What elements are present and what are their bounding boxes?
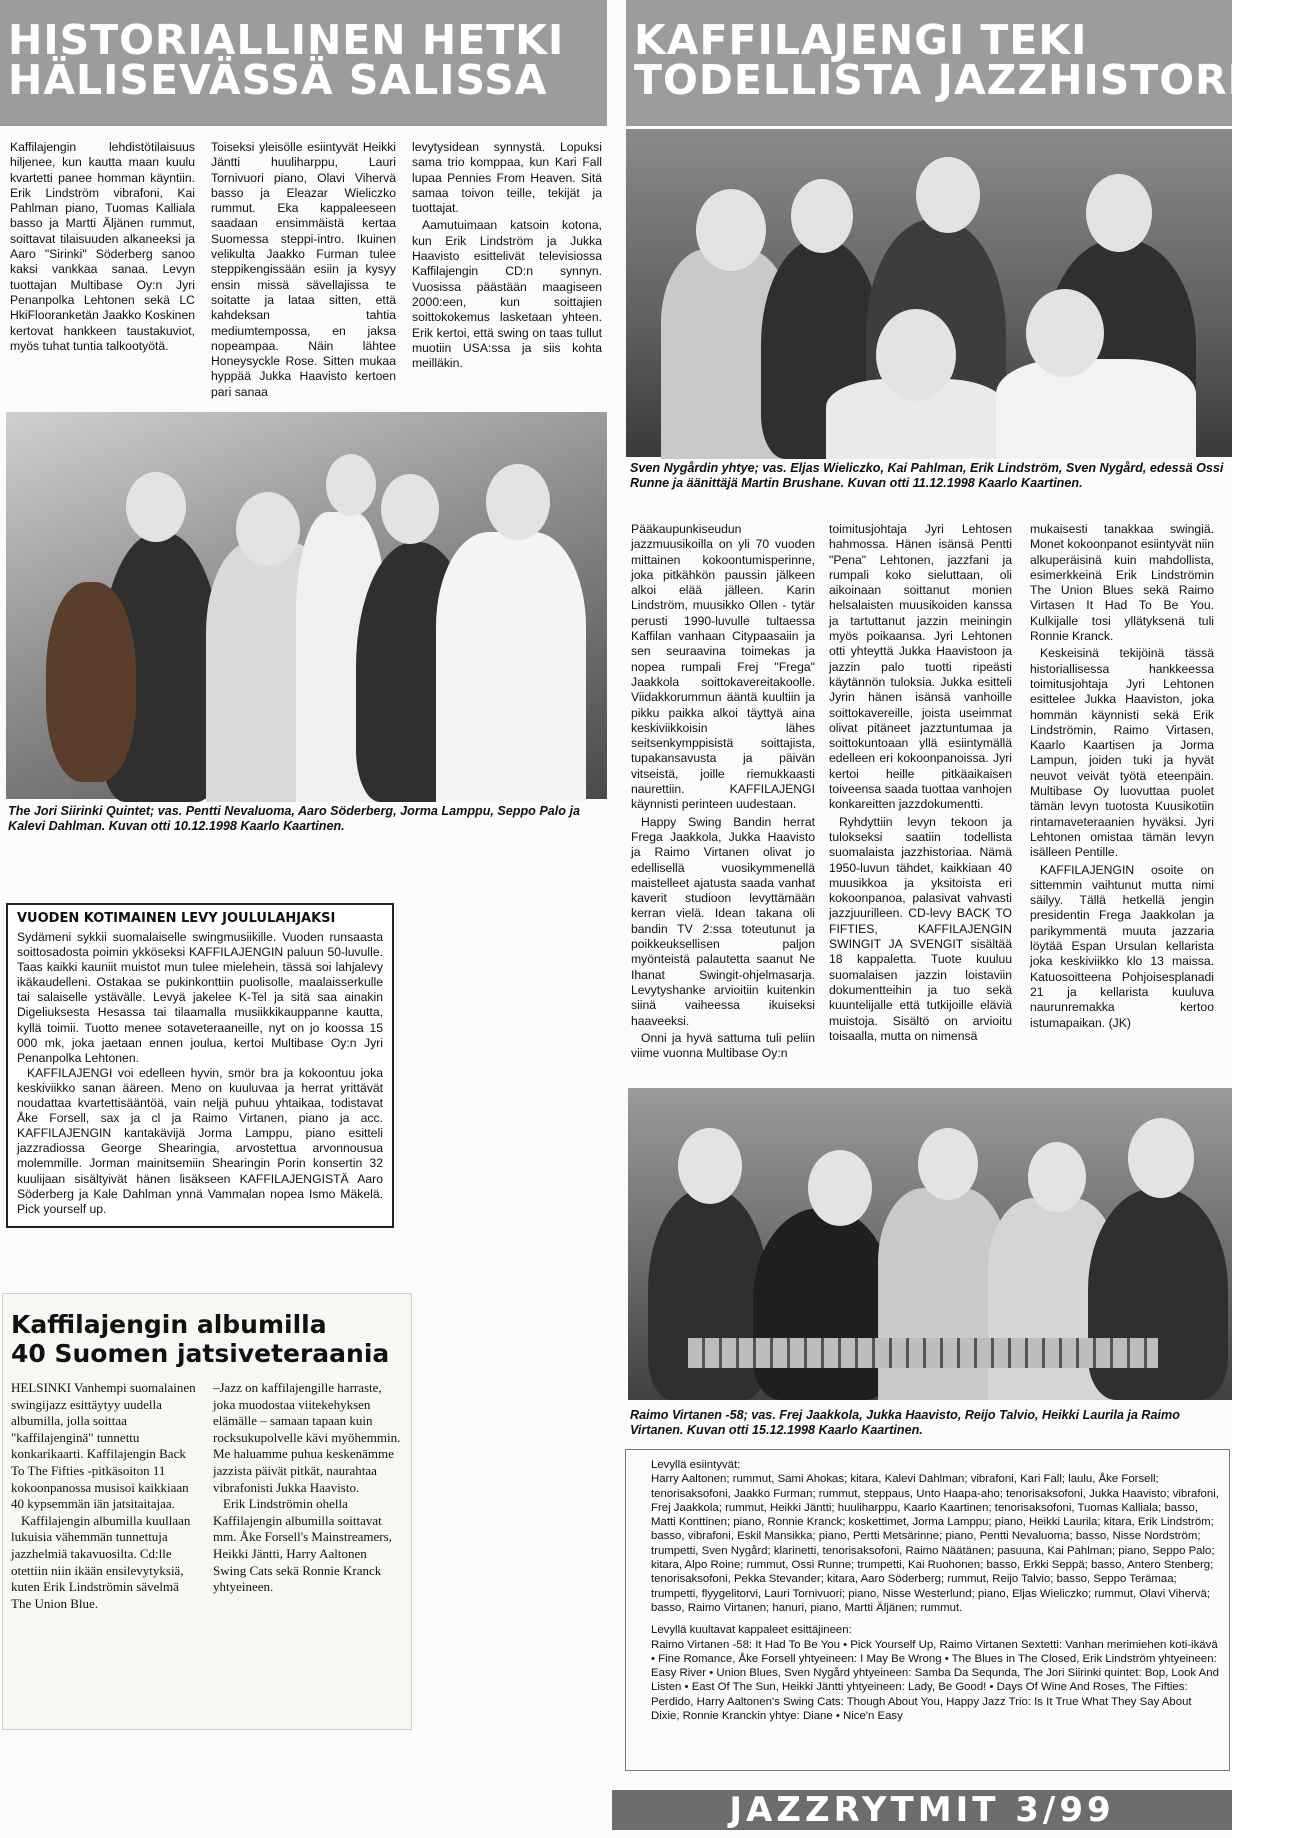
musician-face [791, 179, 853, 253]
review-box-title: VUODEN KOTIMAINEN LEVY JOULULAHJAKSI [17, 911, 336, 926]
paragraph: Kaffilajengin lehdistötilaisuus hiljenee, kun kautta maan kuulu kvartetti panee homman käyntiin. Erik Lindström vibrafoni, Kai Pahlman piano, Tuomas Kalliala basso ja Martti Äljänen rummut, soittavat tilaisuuden alkaneeksi ja Aaro "Sirinki" Söderberg sanoo kaksi vankkaa sanaa. Levyn tuottajan Multibase Oy:n Jyri Penanpolka Lehtonen sekä LC HkiFlooranketän Jaakko Koskinen kertovat hankkeen taustakuviot, myös tuhat tuntia talkootyötä. [10, 140, 195, 353]
musician-face [1128, 1118, 1194, 1198]
clipping-headline [11, 1310, 406, 1368]
virtanen-band-photo-caption: Raimo Virtanen -58; vas. Frej Jaakkola, Jukka Haavisto, Reijo Talvio, Heikki Laurila ja Raimo Virtanen. Kuvan otti 15.12.1998 Kaarlo Kaartinen. [630, 1408, 1180, 1437]
quintet-photo-caption: The Jori Siirinki Quintet; vas. Pentti Nevaluoma, Aaro Söderberg, Jorma Lamppu, Seppo Palo ja Kalevi Dahlman. Kuvan otti 10.12.1998 Kaarlo Kaartinen. [8, 804, 580, 833]
musician-face [876, 309, 956, 401]
tracks-list: Raimo Virtanen -58: It Had To Be You • Pick Yourself Up, Raimo Virtanen Sextetti: Vanhan merimiehen koti-ikävä • Fine Romance, Åke Forsell yhtyeineen: I May Be Wrong • The Blues in The Closed, Erik Lindström yhtyeineen: Easy River • Union Blues, Sven Nygård yhtyeineen: Samba Da Sequnda, The Jori Siirinki quintet: Bop, Look And Listen • East Of The Sun, Heikki Jäntti yhtyeineen: Lady, Be Good! • Days Of Wine And Roses, The Fifties: Perdido, Harry Aaltonen's Swing Cats: Though About You, Happy Jazz Trio: Is It True What They Say About Dixie, Ronnie Kranckin yhtye: Diane • Nice'n Easy [651, 1638, 1219, 1723]
clipping-column-2 [213, 1380, 403, 1596]
paragraph: Sydämeni sykkii suomalaiselle swingmusiikille. Vuoden runsaasta soittosadosta poimin ykköseksi KAFFILAJENGIN paluun 50-luvulle. Taas kaikki kauniit muistot mun tulee mielehein, tässä soi lahjalevy ikäkaudelleni. Ostakaa se pukinkonttiin puolisolle, maalaisserkulle tai salaiselle ystävälle. Levyä jakelee K-Tel ja sitä saa ainakin Digeliuksesta Hesassa tai tilaamalla musiikkikauppanne kautta, kyllä toimii. Tuotto menee sotaveteraaneille, nyt on jo koossa 15 000 mk, joka jaetaan ennen joulua, kertoi Multibase Oy:n Jyri Penanpolka Lehtonen. [17, 930, 383, 1065]
musician-figure [648, 1188, 768, 1400]
credits-box [625, 1449, 1230, 1771]
nygard-band-photo [626, 129, 1232, 457]
paragraph: Onni ja hyvä sattuma tuli peliin viime vuonna Multibase Oy:n [631, 1030, 815, 1061]
paragraph: Ryhdyttiin levyn tekoon ja tulokseksi saatiin todellista suomalaista jazzhistoriaa. Nämä 1950-luvun tähdet, kaikkiaan 40 muusikkoa ja yksitoista eri kokoonpanoa, palasivat vahvasti jazzjuurilleen. CD-levy BACK TO FIFTIES, KAFFILAJENGIN SWINGIT JA SVENGIT sisältää 18 kappaletta. Tuote kuuluu suomalaisen jazzin loistaviin dokumentteihin ja tuo sekä kuuntelijalle että tutkijoille eläviä muistoja. Sisältö on arvioitu toisaalla, mutta on nimensä [829, 814, 1012, 1043]
musician-figure [436, 532, 586, 802]
paragraph: KAFFILAJENGI voi edelleen hyvin, smör bra ja kokoontuu joka keskiviikko sanan ääreen. Meno on kuuluvaa ja herrat yrittävät noudattaa kvartettisääntöä, vain neljä puhuu yhtaikaa, todistavat Åke Forsell, sax ja cl ja Raimo Virtanen, piano ja acc. KAFFILAJENGIN kantakävijä Jorma Lamppu, piano esitteli jazzradiossa George Shearingia, arvostettua arvonnousua molemmille. Jorman mainitsemiin Shearingin Porin konsertin 32 kuulijaan sisältyivät hänen lisäkseen KAFFILAJENGISTÄ Aaro Söderberg ja Kale Dahlman ynnä Vammalan nopea Ismo Mäkelä. Pick yourself up. [17, 1065, 383, 1216]
left-headline [0, 0, 607, 126]
paragraph: levytysidean synnystä. Lopuksi sama trio komppaa, kun Kari Fall lupaa Pennies From Heaven. Sitä samaa toivon teille, tekijät ja tuottajat. [412, 140, 602, 216]
paragraph: Kaffilajengin albumilla kuullaan lukuisia vähemmän tunnettuja jazzhelmiä takavuosilta. Cd:lle otettiin niin ikään ensilevytyksiä, kuten Erik Lindströmin sävelmä The Union Blue. [11, 1512, 191, 1611]
musician-face [1028, 1142, 1086, 1212]
right-headline [626, 0, 1309, 126]
right-article-column-3 [1030, 522, 1214, 1088]
tracks-heading: Levyllä kuultavat kappaleet esittäjineen: [651, 1624, 852, 1637]
left-article-column-3 [412, 140, 602, 402]
paragraph: Keskeisinä tekijöinä tässä historiallisessa hankkeessa toimitusjohtaja Jyri Lehtonen esittelee Jukka Haaviston, joka hommän käynnisti sekä Erik Lindströmin, Raimo Virtasen, Kaarlo Kaartisen ja Jorma Lampun, joiden tuki ja hyvät neuvot veivät työtä eteenpäin. Multibase Oy luovuttaa puolet tämän levyn tuotosta Kuusikotiin rintamaveteraanien hyväksi. Jyri Lehtonen omistaa tämän levyn isälleen Pentille. [1030, 646, 1214, 860]
review-box-text [17, 930, 383, 1217]
musician-face [918, 1128, 978, 1200]
paragraph: KAFFILAJENGIN osoite on sittemmin vaihtunut mutta nimi säilyy. Tällä hetkellä jengin presidentin Frega Jaakkolan ja parikymmentä muuta jazzaria löytää Espan Ursulan kellarista joka keskiviikko klo 13 maissa. Katuosoitteena Pohjoisesplanadi 21 ja kellarista kuuluva naurunremakka kertoo istumapaikan. (JK) [1030, 862, 1214, 1030]
paragraph: Erik Lindströmin ohella Kaffilajengin albumilla soittavat mm. Åke Forsell's Mainstreamers, Heikki Jäntti, Harry Aaltonen Swing Cats sekä Ronnie Kranck yhtyeineen. [213, 1496, 392, 1595]
musician-face [326, 454, 376, 516]
musician-face [126, 472, 186, 542]
performers-heading: Levyllä esiintyvät: [651, 1459, 741, 1471]
clipping-column-1 [11, 1380, 201, 1612]
musician-face [696, 189, 766, 271]
right-article-column-1 [631, 522, 815, 1088]
musician-face [808, 1150, 872, 1226]
clipping-headline-line-1: Kaffilajengin albumilla [11, 1310, 327, 1339]
review-box [6, 903, 394, 1228]
musician-face [1086, 174, 1152, 252]
left-headline-line-1: HISTORIALLINEN HETKI [8, 16, 565, 64]
musician-figure [996, 359, 1196, 459]
vibraphone-icon [688, 1338, 1158, 1368]
paragraph: Toiseksi yleisölle esiintyvät Heikki Jäntti huuliharppu, Lauri Tornivuori piano, Olavi Vihervä basso ja Eleazar Wieliczko rummut. Eka kappaleeseen saadaan ensimmäistä kertaa Suomessa steppi-intro. Ikuinen velikulta Jaakko Furman tulee steppikengissään esiin ja kysyy ensin missä sävellajissa te soitatte ja lataa sitten, että kahdeksan tahtia mediumtempossa, en jaksa nopeampaa. Näin lähtee Honeysyckle Rose. Sitten mukaa hyppää Jukka Haavisto kertoen pari sanaa [211, 140, 396, 399]
nygard-band-photo-caption: Sven Nygårdin yhtye; vas. Eljas Wieliczko, Kai Pahlman, Erik Lindström, Sven Nygård, edessä Ossi Runne ja äänittäjä Martin Brushane. Kuvan otti 11.12.1998 Kaarlo Kaartinen. [630, 461, 1224, 490]
left-headline-line-2: HÄLISEVÄSSÄ SALISSA [8, 56, 548, 104]
paragraph: Pääkaupunkiseudun jazzmuusikoilla on yli 70 vuoden mittainen kokoontumisperinne, joka pitkähkön paussin jälkeen alkoi elää jälleen. Karin Lindström, muusikko Ollen - tytär perusti 1990-luvulle tultaessa Kaffilan vanhaan Citypaasaiin ja sen seuraavina toimekas ja nopea rumpali Frej "Frega" Jaakkola soittokavereitakoolle. Viidakkorummun ääntä kuultiin ja pikku paikka alkoi täyttyä aina keskiviikkoisin lähes seitsenkymppisistä soittajista, tupakansavusta ja päivän vitseistä, joille riemukkaasti naurettiin. KAFFILAJENGI käynnisti perinteen uudestaan. [631, 522, 815, 812]
credits-text [651, 1458, 1219, 1723]
musician-figure [753, 1208, 893, 1400]
musician-face [1026, 289, 1104, 377]
newspaper-clipping [2, 1293, 412, 1730]
paragraph: Happy Swing Bandin herrat Frega Jaakkola, Jukka Haavisto ja Raimo Virtanen olivat jo edellisellä vuosikymmenellä maistelleet ajatusta saada vanhat kaverit studioon levyttämään kerran vielä. Idean takana oli bandin TV 2:ssa toteutunut ja poikkeuksellisen paljon myönteistä palautetta saanut Ne Ihanat Swingit-ohjelmasarja. Levytyshanke arvioitiin kuitenkin siinä vaiheessa ikuiseksi haaveeksi. [631, 814, 815, 1028]
paragraph: toimitusjohtaja Jyri Lehtosen hahmossa. Hänen isänsä Pentti "Pena" Lehtonen, jazzfani ja rumpali koko sieluttaan, oli aikoinaan soittanut monien helsalaisten muusikoiden kanssa ja tartuttanut jazzin meiningin myös poikaansa. Jyri Lehtonen otti yhteyttä Jukka Haavistoon ja jazzin palo tuotti ripeästi käytännön tuloksia. Jukka esitteli Jyrin hänen isänsä vanhoille soittokavereille, joista useimmat olivat pitäneet jazztuntumaa ja soittokuntoaan yllä esiintymällä edelleen eri kokoonpanoissa. Jyri kertoi heille pitkäaikaisen toiveensa saada tuottaa vanhojen konkareitten jazzdokumentti. [829, 522, 1012, 812]
paragraph: HELSINKI Vanhempi suomalainen swingijazz esittäytyy uudella albumilla, jolla soittaa "kaffilajenginä" tunnettu konkarikaarti. Kaffilajengin Back To The Fifties -pitkäsoiton 11 kokoonpanossa musisoi kaikkiaan 40 kypsemmän iän jatsitaitajaa. [11, 1380, 196, 1512]
musician-face [486, 464, 550, 540]
paragraph: Aamutuimaan katsoin kotona, kun Erik Lindström ja Jukka Haavisto esittelivät televisiossa Kaffilajengin CD:n synnyn. Vuosissa päästään maagiseen 2000:een, kun soittajien soittokokemus lasketaan yhteen. Erik kertoi, että swing on taas tullut muotiin USA:ssa ja siis kohta meilläkin. [412, 218, 602, 371]
musician-face [381, 474, 439, 544]
left-article-column-2 [211, 140, 396, 402]
musician-figure [1088, 1188, 1228, 1400]
right-headline-line-1: KAFFILAJENGI TEKI [634, 16, 1088, 64]
quintet-photo [6, 412, 607, 799]
musician-face [916, 157, 980, 233]
virtanen-band-photo [628, 1088, 1232, 1400]
left-article-column-1 [10, 140, 195, 402]
paragraph: –Jazz on kaffilajengille harraste, joka muodostaa viitekehyksen elämälle – samaan tapaan kuin rocksukupolvelle kävi myöhemmin. Me haluamme puhua keskenämme jazzista päivät pitkät, naurahtaa vibrafonisti Jukka Haavisto. [213, 1380, 401, 1495]
paragraph: mukaisesti tanakkaa swingiä. Monet kokoonpanot esiintyvät niin alkuperäisinä kuin mahdollista, esimerkkeinä Erik Lindströmin The Union Blues sekä Raimo Virtasen It Had To Be You. Kulkijalle tosi yllätyksenä tuli Ronnie Kranck. [1030, 522, 1214, 644]
musician-face [678, 1128, 742, 1204]
double-bass-icon [46, 582, 136, 782]
performers-list: Harry Aaltonen; rummut, Sami Ahokas; kitara, Kalevi Dahlman; vibrafoni, Kari Fall; laulu, Åke Forsell; tenorisaksofoni, Jaakko Furman; rummut, steppaus, Unto Haapa-aho; tenorisaksofoni, Jukka Haavisto; vibrafoni, Frej Jaakkola; rummut, Heikki Jäntti; huuliharppu, Kaarlo Kaartinen; tenorisaksofoni, Tuomas Kalliala; basso, Matti Konttinen; piano, Ronnie Kranck; koskettimet, Jorma Lamppu; piano, Heikki Laurila; kitara, Erik Lindström; basso, vibrafoni, Eskil Mansikka; piano, Pertti Metsärinne; piano, Pentti Nevaluoma; basso, Nisse Nordström; trumpetti, Sven Nygård; klarinetti, tenorisaksofoni, Raimo Näätänen; pasuuna, Kai Pahlman; piano, Seppo Palo; kitara, Alpo Roine; rummut, Ossi Runne; trumpetti, Kai Ruohonen; basso, Erkki Seppä; basso, Antero Stenberg; tenorisaksofoni, Pekka Stevander; kitara, Aaro Söderberg; rummut, Reijo Talvio; basso, Seppo Terämaa; trumpetti, flyygelitorvi, Lauri Tornivuori; piano, Nisse Westerlund; piano, Eljas Wieliczko; rummut, Olavi Vihervä; basso, Raimo Virtanen; hanuri, piano, Martti Äljänen; rummut. [651, 1473, 1219, 1614]
clipping-headline-line-2: 40 Suomen jatsiveteraania [11, 1339, 390, 1368]
musician-face [236, 492, 300, 566]
magazine-footer: JAZZRYTMIT 3/99 [612, 1790, 1232, 1830]
right-headline-line-2: TODELLISTA JAZZHISTORIAA [634, 56, 1309, 104]
right-article-column-2 [829, 522, 1012, 1088]
